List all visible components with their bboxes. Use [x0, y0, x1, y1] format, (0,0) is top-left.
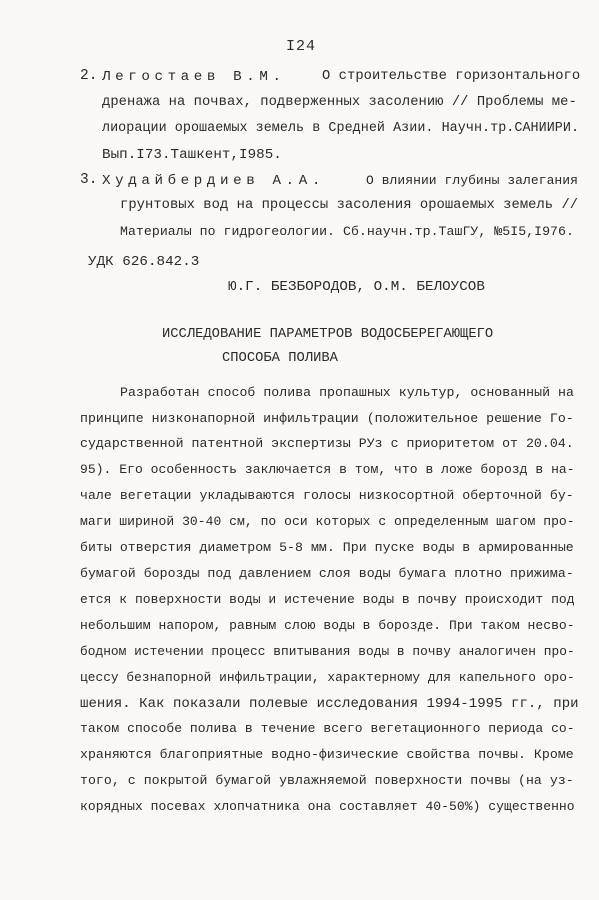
- article-title-line-1: ИССЛЕДОВАНИЕ ПАРАМЕТРОВ ВОДОСБЕРЕГАЮЩЕГО: [162, 327, 494, 342]
- reference-line: Материалы по гидрогеологии. Сб.научн.тр.ТашГУ, №5I5,I976.: [120, 224, 574, 239]
- body-line: ется к поверхности воды и истечение воды в почву происходит под: [80, 592, 575, 607]
- reference-line: О строительстве горизонтального: [322, 69, 581, 84]
- reference-author: Легостаев В.М.: [102, 69, 286, 85]
- body-line: цессу безнапорной инфильтрации, характерному для капельного оро-: [80, 670, 575, 685]
- body-line: сударственной патентной экспертизы РУз с приоритетом от 20.04.: [80, 436, 574, 451]
- body-line: биты отверстия диаметром 5-8 мм. При пуске воды в армированные: [80, 540, 574, 555]
- reference-line: Вып.I73.Ташкент,I985.: [102, 147, 282, 163]
- reference-number: 2.: [80, 68, 98, 84]
- article-authors: Ю.Г. БЕЗБОРОДОВ, О.М. БЕЛОУСОВ: [228, 279, 485, 295]
- article-title-line-2: СПОСОБА ПОЛИВА: [222, 351, 338, 366]
- page-number: I24: [286, 38, 317, 55]
- body-line: Разработан способ полива пропашных культур, основанный на: [120, 385, 574, 400]
- reference-line: О влиянии глубины залегания: [366, 173, 578, 188]
- body-line: принципе низконапорной инфильтрации (положительное решение Го-: [80, 411, 574, 426]
- body-line: чале вегетации укладываются голосы низкосортной оберточной бу-: [80, 488, 574, 503]
- body-line: бодном истечении процесс впитывания воды в почву аналогичен про-: [80, 644, 575, 659]
- udc-code: УДК 626.842.3: [88, 254, 200, 270]
- reference-number: 3.: [80, 172, 98, 188]
- reference-line: дренажа на почвах, подверженных засолению // Проблемы ме-: [102, 95, 577, 110]
- body-line: храняются благоприятные водно-физические свойства почвы. Кроме: [80, 747, 574, 762]
- body-line: 95). Его особенность заключается в том, что в ложе борозд в на-: [80, 462, 575, 477]
- body-line: маги шириной 30-40 см, по оси которых с определенным шагом про-: [80, 514, 575, 529]
- reference-line: лиорации орошаемых земель в Средней Азии. Научн.тр.САНИИРИ.: [102, 121, 580, 136]
- body-line: небольшим напором, равным слою воды в борозде. При таком несво-: [80, 618, 575, 633]
- body-line: того, с покрытой бумагой увлажняемой поверхности почвы (на уз-: [80, 773, 574, 788]
- body-line: бумагой борозды под давлением слоя воды бумага плотно прижима-: [80, 566, 574, 581]
- reference-author: Худайбердиев А.А.: [102, 173, 325, 189]
- body-line: корядных посевах хлопчатника она составляет 40-50%) существенно: [80, 799, 575, 814]
- body-line: шения. Как показали полевые исследования 1994-1995 гг., при: [80, 696, 579, 712]
- body-line: таком способе полива в течение всего вегетационного периода со-: [80, 721, 575, 736]
- reference-line: грунтовых вод на процессы засоления орошаемых земель //: [120, 198, 579, 213]
